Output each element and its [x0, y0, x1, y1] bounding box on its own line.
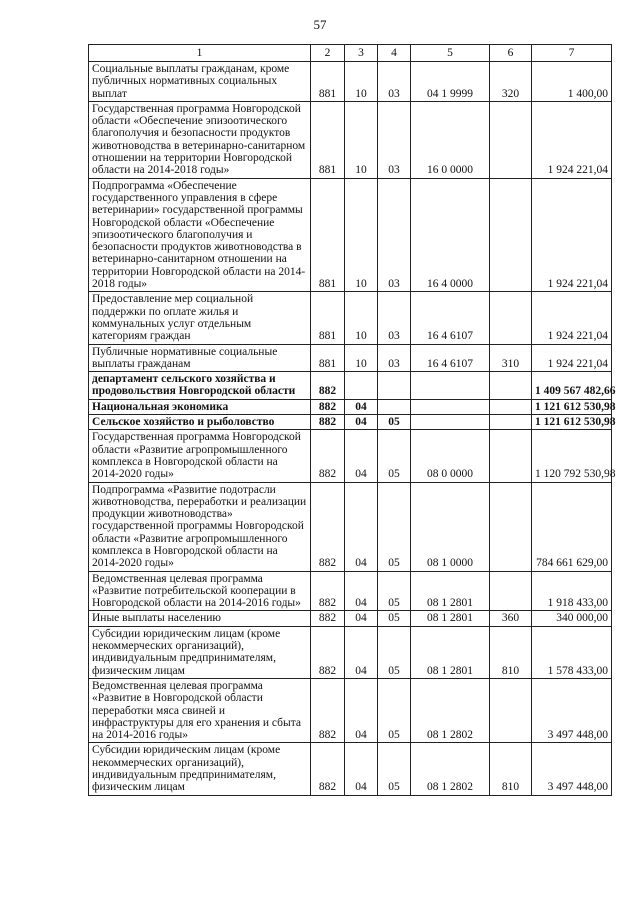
table-row: [89, 292, 612, 344]
column-header: 7: [532, 45, 612, 62]
table-row: [89, 101, 612, 178]
target-article-code: 08 1 2801: [411, 571, 490, 611]
target-article-code: 16 4 6107: [411, 344, 490, 372]
target-article-code: 16 4 6107: [411, 292, 490, 344]
target-article-code: 16 4 0000: [411, 178, 490, 292]
subsection-code: 05: [378, 678, 411, 742]
ministry-code: 881: [311, 178, 345, 292]
expense-type-code: [490, 678, 532, 742]
item-name: Ведомственная целевая программа «Развитие в Новгородской области переработки мяса свиней и инфраструктуры для его хранения и сбыта на 2014-2016 годы»: [89, 678, 311, 742]
section-code: [345, 372, 378, 400]
subsection-code: 05: [378, 415, 411, 430]
expense-type-code: 310: [490, 344, 532, 372]
expense-type-code: [490, 482, 532, 571]
expense-type-code: [490, 399, 532, 414]
ministry-code: 882: [311, 611, 345, 626]
subsection-code: 05: [378, 430, 411, 482]
ministry-code: 882: [311, 399, 345, 414]
column-header: 3: [345, 45, 378, 62]
table-row: [89, 626, 612, 678]
table-row: [89, 678, 612, 742]
section-code: 04: [345, 678, 378, 742]
expense-type-code: [490, 415, 532, 430]
section-code: 04: [345, 743, 378, 795]
subsection-code: 05: [378, 571, 411, 611]
item-name: Сельское хозяйство и рыболовство: [89, 415, 311, 430]
target-article-code: 04 1 9999: [411, 62, 490, 102]
column-header: 5: [411, 45, 490, 62]
ministry-code: 881: [311, 101, 345, 178]
ministry-code: 882: [311, 430, 345, 482]
ministry-code: 882: [311, 571, 345, 611]
expense-type-code: 810: [490, 743, 532, 795]
amount: 3 497 448,00: [532, 678, 612, 742]
subsection-code: 05: [378, 611, 411, 626]
subsection-code: 05: [378, 743, 411, 795]
section-code: 04: [345, 571, 378, 611]
table-row: [89, 482, 612, 571]
amount: 1 121 612 530,98: [532, 399, 612, 414]
subsection-code: 03: [378, 101, 411, 178]
table-row: [89, 178, 612, 292]
column-header: 4: [378, 45, 411, 62]
item-name: Иные выплаты населению: [89, 611, 311, 626]
ministry-code: 882: [311, 626, 345, 678]
expense-type-code: 810: [490, 626, 532, 678]
target-article-code: [411, 415, 490, 430]
expense-type-code: [490, 372, 532, 400]
item-name: Предоставление мер социальной поддержки по оплате жилья и коммунальных услуг отдельным категориям граждан: [89, 292, 311, 344]
ministry-code: 881: [311, 344, 345, 372]
expense-type-code: [490, 178, 532, 292]
table-row: [89, 399, 612, 414]
target-article-code: [411, 399, 490, 414]
amount: 1 924 221,04: [532, 344, 612, 372]
target-article-code: 16 0 0000: [411, 101, 490, 178]
amount: 1 924 221,04: [532, 178, 612, 292]
table-row: [89, 415, 612, 430]
target-article-code: [411, 372, 490, 400]
target-article-code: 08 1 2802: [411, 678, 490, 742]
section-code: 10: [345, 62, 378, 102]
expense-type-code: [490, 101, 532, 178]
table-row: [89, 611, 612, 626]
item-name: Ведомственная целевая программа «Развитие потребительской кооперации в Новгородской области на 2014-2016 годы»: [89, 571, 311, 611]
table-row: [89, 743, 612, 795]
subsection-code: [378, 399, 411, 414]
expense-type-code: 320: [490, 62, 532, 102]
table-row: [89, 372, 612, 400]
item-name: Субсидии юридическим лицам (кроме некоммерческих организаций), индивидуальным предпринимателям, физическим лицам: [89, 743, 311, 795]
subsection-code: 05: [378, 626, 411, 678]
item-name: Публичные нормативные социальные выплаты гражданам: [89, 344, 311, 372]
table-body: [89, 62, 616, 796]
table-row: [89, 571, 612, 611]
subsection-code: 03: [378, 292, 411, 344]
ministry-code: 881: [311, 292, 345, 344]
amount: 1 924 221,04: [532, 292, 612, 344]
item-name: Социальные выплаты гражданам, кроме публичных нормативных социальных выплат: [89, 62, 311, 102]
section-code: 04: [345, 626, 378, 678]
column-header: 1: [89, 45, 311, 62]
section-code: 04: [345, 399, 378, 414]
ministry-code: 882: [311, 482, 345, 571]
target-article-code: 08 0 0000: [411, 430, 490, 482]
section-code: 04: [345, 415, 378, 430]
expense-type-code: [490, 430, 532, 482]
amount: 1 924 221,04: [532, 101, 612, 178]
section-code: 10: [345, 178, 378, 292]
item-name: Подпрограмма «Развитие подотрасли животноводства, переработки и реализации продукции животноводства» государственной программы Новгородской области «Развитие агропромышленного комплекса в Новгородской области на 2014-2020 годы»: [89, 482, 311, 571]
subsection-code: [378, 372, 411, 400]
section-code: 10: [345, 344, 378, 372]
item-name: Государственная программа Новгородской области «Обеспечение эпизоотического благополучия и безопасности продуктов животноводства в ветеринарно-санитарном отношении на территории Новгородской области на 2014-2018 годы»: [89, 101, 311, 178]
subsection-code: 03: [378, 178, 411, 292]
expense-type-code: [490, 571, 532, 611]
amount: 784 661 629,00: [532, 482, 612, 571]
target-article-code: 08 1 2801: [411, 611, 490, 626]
subsection-code: 03: [378, 62, 411, 102]
section-code: 04: [345, 430, 378, 482]
ministry-code: 881: [311, 62, 345, 102]
section-code: 10: [345, 101, 378, 178]
amount: 1 120 792 530,98: [532, 430, 612, 482]
ministry-code: 882: [311, 743, 345, 795]
column-header: 2: [311, 45, 345, 62]
subsection-code: 03: [378, 344, 411, 372]
amount: 340 000,00: [532, 611, 612, 626]
target-article-code: 08 1 2801: [411, 626, 490, 678]
item-name: Государственная программа Новгородской области «Развитие агропромышленного комплекса в Новгородской области на 2014-2020 годы»: [89, 430, 311, 482]
item-name: Национальная экономика: [89, 399, 311, 414]
amount: 3 497 448,00: [532, 743, 612, 795]
item-name: департамент сельского хозяйства и продовольствия Новгородской области: [89, 372, 311, 400]
column-header: 6: [490, 45, 532, 62]
section-code: 04: [345, 482, 378, 571]
section-code: 10: [345, 292, 378, 344]
item-name: Субсидии юридическим лицам (кроме некоммерческих организаций), индивидуальным предпринимателям, физическим лицам: [89, 626, 311, 678]
amount: 1 918 433,00: [532, 571, 612, 611]
page-number: 57: [313, 17, 327, 32]
amount: 1 578 433,00: [532, 626, 612, 678]
ministry-code: 882: [311, 415, 345, 430]
column-number-row: [89, 45, 612, 62]
ministry-code: 882: [311, 678, 345, 742]
target-article-code: 08 1 2802: [411, 743, 490, 795]
subsection-code: 05: [378, 482, 411, 571]
target-article-code: 08 1 0000: [411, 482, 490, 571]
amount: 1 121 612 530,98: [532, 415, 612, 430]
table-row: [89, 62, 612, 102]
table-row: [89, 430, 612, 482]
amount: 1 400,00: [532, 62, 612, 102]
expense-type-code: 360: [490, 611, 532, 626]
section-code: 04: [345, 611, 378, 626]
budget-table: [88, 44, 616, 796]
amount: 1 409 567 482,66: [532, 372, 612, 400]
item-name: Подпрограмма «Обеспечение государственного управления в сфере ветеринарии» государственной программы Новгородской области «Обеспечение эпизоотического благополучия и безопасности продуктов животноводства в ветеринарно-санитарном отношении на территории Новгородской области на 2014-2018 годы»: [89, 178, 311, 292]
expense-type-code: [490, 292, 532, 344]
table-row: [89, 344, 612, 372]
ministry-code: 882: [311, 372, 345, 400]
